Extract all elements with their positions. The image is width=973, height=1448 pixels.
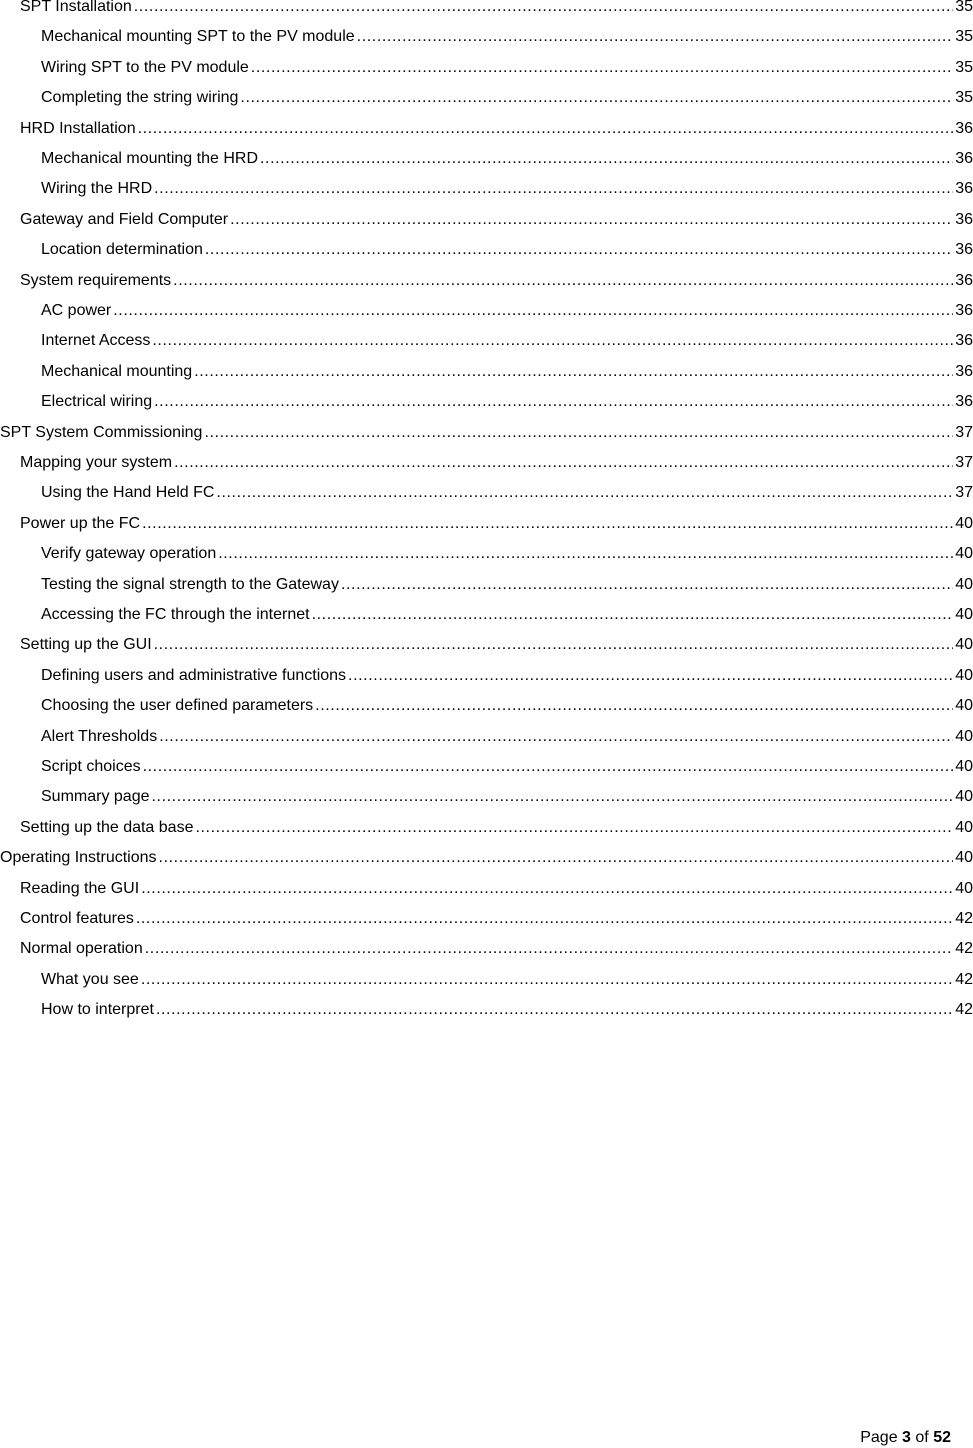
dot-leader (174, 453, 953, 473)
toc-entry-page: 40 (955, 636, 973, 654)
toc-entry[interactable] (0, 995, 973, 1025)
toc-entry-page: 36 (955, 302, 973, 319)
dot-leader (216, 483, 953, 503)
toc-entry-page: 36 (955, 150, 973, 167)
toc-entry-page: 40 (955, 666, 973, 684)
toc-entry-page: 40 (955, 849, 973, 867)
toc-entry[interactable] (0, 813, 973, 843)
toc-entry[interactable] (0, 326, 973, 356)
toc-entry-page: 36 (955, 180, 973, 198)
toc-entry[interactable] (0, 843, 973, 873)
toc-entry-title: Operating Instructions (0, 849, 157, 867)
toc-entry-page: 36 (955, 241, 973, 259)
dot-leader (134, 0, 953, 17)
toc-entry-page: 42 (955, 970, 973, 988)
toc-entry-page: 36 (955, 362, 973, 380)
toc-entry[interactable] (0, 539, 973, 569)
toc-entry[interactable] (0, 448, 973, 478)
dot-leader (315, 696, 953, 716)
dot-leader (152, 331, 953, 351)
toc-entry[interactable] (0, 53, 973, 83)
toc-entry-title: Defining users and administrative functions (41, 666, 347, 684)
toc-entry[interactable] (0, 722, 973, 752)
toc-entry-title: AC power (41, 302, 112, 319)
dot-leader (152, 787, 954, 807)
toc-entry-title: Location determination (41, 241, 203, 259)
toc-entry-title: Electrical wiring (41, 393, 153, 411)
toc-entry-title: Using the Hand Held FC (41, 484, 215, 502)
toc-entry[interactable] (0, 174, 973, 204)
toc-entry-title: Script choices (41, 758, 141, 775)
toc-entry-title: Mechanical mounting SPT to the PV module (41, 28, 355, 46)
toc-entry-title: How to interpret (41, 1001, 154, 1019)
toc-entry[interactable] (0, 235, 973, 265)
toc-entry-page: 36 (955, 393, 973, 411)
toc-entry[interactable] (0, 0, 973, 22)
dot-leader (205, 240, 953, 260)
dot-leader (156, 1000, 953, 1020)
dot-leader (251, 58, 953, 78)
toc-entry-title: Wiring the HRD (41, 180, 153, 198)
toc-entry-page: 40 (955, 758, 973, 775)
toc-entry-page: 40 (955, 788, 973, 806)
toc-entry-title: Setting up the GUI (20, 636, 152, 654)
toc-entry[interactable] (0, 934, 973, 964)
dot-leader (154, 392, 953, 412)
toc-entry-page: 37 (955, 454, 973, 471)
toc-entry[interactable] (0, 570, 973, 600)
toc-entry[interactable] (0, 661, 973, 691)
toc-entry-page: 36 (955, 332, 973, 350)
toc-entry-title: What you see (41, 970, 139, 988)
toc-entry-title: Setting up the data base (20, 818, 194, 836)
toc-entry-title: Control features (20, 910, 134, 927)
toc-entry-page: 42 (955, 1001, 973, 1019)
toc-entry-page: 36 (955, 271, 973, 289)
toc-entry[interactable] (0, 357, 973, 387)
toc-entry-title: Summary page (41, 788, 150, 806)
toc-entry[interactable] (0, 114, 973, 144)
dot-leader (173, 271, 953, 291)
dot-leader (159, 727, 953, 747)
dot-leader (143, 757, 954, 777)
toc-entry-title: Gateway and Field Computer (20, 210, 229, 228)
toc-entry-page: 40 (955, 697, 973, 715)
dot-leader (218, 544, 953, 564)
toc-entry[interactable] (0, 782, 973, 812)
dot-leader (145, 939, 953, 959)
dot-leader (195, 818, 953, 838)
toc-entry-page: 37 (955, 423, 973, 441)
toc-entry[interactable] (0, 296, 973, 326)
toc-entry[interactable] (0, 205, 973, 235)
dot-leader (113, 301, 953, 321)
toc-entry-title: Normal operation (20, 940, 143, 958)
toc-entry[interactable] (0, 83, 973, 113)
toc-entry-title: Internet Access (41, 332, 151, 350)
dot-leader (154, 179, 953, 199)
toc-entry[interactable] (0, 418, 973, 448)
toc-entry-page: 40 (955, 727, 973, 745)
page-of-label: of (915, 1429, 929, 1446)
toc-entry[interactable] (0, 478, 973, 508)
toc-entry[interactable] (0, 965, 973, 995)
toc-entry[interactable] (0, 691, 973, 721)
toc-entry-page: 40 (955, 818, 973, 836)
toc-entry-title: HRD Installation (20, 119, 136, 137)
toc-entry[interactable] (0, 387, 973, 417)
toc-entry[interactable] (0, 752, 973, 782)
dot-leader (142, 514, 953, 534)
toc-entry-page: 42 (955, 940, 973, 958)
toc-entry-title: System requirements (20, 271, 172, 289)
toc-entry[interactable] (0, 509, 973, 539)
toc-entry-title: Power up the FC (20, 514, 141, 532)
toc-entry-page: 40 (955, 606, 973, 623)
toc-entry[interactable] (0, 630, 973, 660)
toc-entry-page: 40 (955, 575, 973, 593)
total-page-count: 52 (933, 1429, 951, 1446)
toc-entry-page: 37 (955, 484, 973, 502)
toc-entry-page: 40 (955, 879, 973, 897)
toc-entry[interactable] (0, 874, 973, 904)
current-page-number: 3 (902, 1429, 911, 1446)
toc-entry[interactable] (0, 266, 973, 296)
dot-leader (159, 848, 954, 868)
toc-entry-title: Choosing the user defined parameters (41, 697, 314, 715)
toc-entry[interactable] (0, 600, 973, 630)
toc-entry-page: 36 (955, 119, 973, 137)
toc-entry-title: Completing the string wiring (41, 89, 239, 107)
toc-entry-title: Wiring SPT to the PV module (41, 58, 249, 76)
toc-entry-title: SPT Installation (20, 0, 132, 15)
dot-leader (138, 119, 954, 139)
dot-leader (154, 635, 954, 655)
toc-entry-title: Mechanical mounting the HRD (41, 150, 258, 167)
toc-entry-title: SPT System Commissioning (0, 423, 203, 441)
toc-entry-title: Mapping your system (20, 454, 173, 471)
toc-entry-page: 35 (955, 58, 973, 76)
toc-entry-title: Accessing the FC through the internet (41, 606, 310, 623)
toc-entry[interactable] (0, 144, 973, 174)
dot-leader (312, 605, 954, 625)
dot-leader (204, 423, 953, 443)
toc-entry-page: 42 (955, 910, 973, 927)
dot-leader (194, 362, 953, 382)
dot-leader (240, 88, 953, 108)
toc-entry-page: 35 (955, 89, 973, 107)
dot-leader (141, 970, 953, 990)
toc-entry-page: 36 (955, 210, 973, 228)
dot-leader (136, 909, 953, 929)
dot-leader (357, 27, 954, 47)
toc-entry-title: Alert Thresholds (41, 727, 158, 745)
toc-entry-page: 35 (955, 0, 973, 15)
toc-entry-title: Reading the GUI (20, 879, 140, 897)
toc-entry-page: 40 (955, 514, 973, 532)
toc-entry-page: 35 (955, 28, 973, 46)
dot-leader (260, 149, 953, 169)
dot-leader (348, 666, 953, 686)
dot-leader (141, 879, 953, 899)
page-label: Page (860, 1429, 898, 1446)
toc-entry-page: 40 (955, 545, 973, 563)
dot-leader (230, 210, 953, 230)
toc-entry-title: Verify gateway operation (41, 545, 217, 563)
toc-entry-title: Mechanical mounting (41, 362, 193, 380)
toc-entry-title: Testing the signal strength to the Gateway (41, 575, 339, 593)
page-footer (860, 1428, 951, 1448)
toc-entry[interactable] (0, 904, 973, 934)
toc-entry[interactable] (0, 22, 973, 52)
dot-leader (341, 575, 953, 595)
